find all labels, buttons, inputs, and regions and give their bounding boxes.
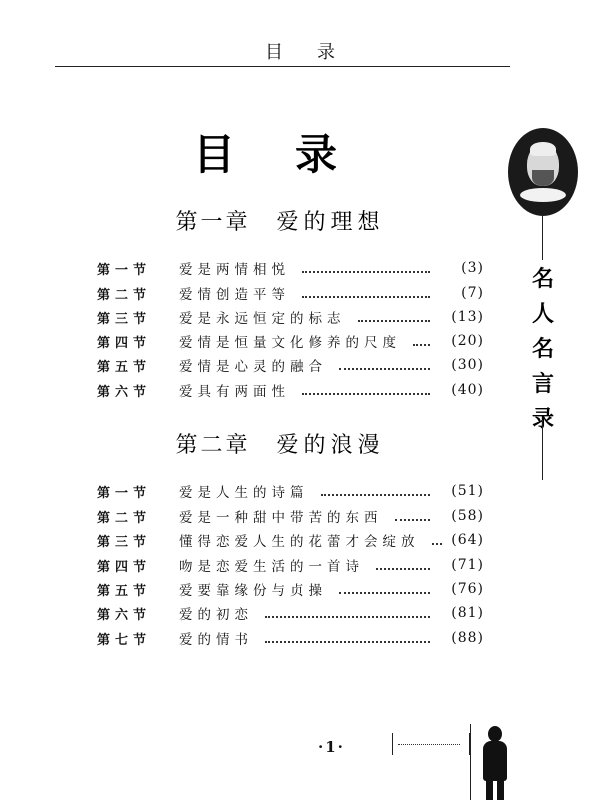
chapter-1-title (0, 205, 560, 236)
toc-leader-dots (432, 543, 442, 545)
toc-entry[interactable] (97, 553, 484, 577)
toc-leader-dots (265, 616, 430, 618)
toc-section-title: 爱情是恒量文化修养的尺度 (179, 335, 401, 351)
toc-section-label: 第一节 (97, 262, 152, 278)
portrait-illustration (508, 128, 578, 216)
toc-entry[interactable] (97, 479, 484, 503)
chapter-2-number: 第二章 (175, 433, 251, 458)
toc-section-title: 爱的初恋 (179, 607, 253, 623)
toc-page-number: (51) (451, 483, 484, 499)
toc-section-label: 第五节 (97, 359, 152, 375)
toc-page-number: (88) (451, 630, 484, 646)
toc-page-number: (7) (461, 285, 484, 301)
toc-section-title: 爱是永远恒定的标志 (179, 311, 346, 327)
toc-section-title: 爱的情书 (179, 632, 253, 648)
side-rule-bottom (542, 420, 543, 480)
toc-section-label: 第三节 (97, 311, 152, 327)
toc-section-label: 第一节 (97, 485, 152, 501)
toc-leader-dots (302, 296, 430, 298)
toc-section-label: 第四节 (97, 335, 152, 351)
toc-leader-dots (302, 393, 430, 395)
toc-page-number: (30) (451, 357, 484, 373)
toc-section-title: 爱具有两面性 (179, 384, 290, 400)
toc-page-number: (13) (451, 309, 484, 325)
toc-section-label: 第二节 (97, 510, 152, 526)
toc-section-title: 懂得恋爱人生的花蕾才会绽放 (179, 534, 420, 550)
header-rule (55, 66, 510, 67)
person-silhouette-icon (478, 724, 512, 800)
toc-entry[interactable] (97, 504, 484, 528)
toc-page-number: (64) (451, 532, 484, 548)
toc-section-label: 第四节 (97, 559, 152, 575)
toc-section-title: 爱要靠缘份与贞操 (179, 583, 327, 599)
chapter-2-title (0, 428, 560, 459)
toc-page-number: (81) (451, 605, 484, 621)
side-title-char: 名 (531, 267, 554, 292)
toc-section-label: 第二节 (97, 287, 152, 303)
page-title: 目录 (192, 130, 397, 179)
toc-section-label: 第七节 (97, 632, 152, 648)
toc-entry[interactable] (97, 281, 484, 305)
toc-page-number: (76) (451, 581, 484, 597)
side-title-char: 言 (531, 372, 554, 397)
toc-section-title: 爱是人生的诗篇 (179, 485, 309, 501)
toc-entry[interactable] (97, 626, 484, 650)
chapter-2-name: 爱的浪漫 (276, 433, 385, 458)
chapter-1-name: 爱的理想 (276, 210, 385, 235)
toc-leader-dots (302, 271, 430, 273)
chapter-1-number: 第一章 (175, 210, 251, 235)
toc-entry[interactable] (97, 353, 484, 377)
side-title-char: 名 (531, 337, 554, 362)
toc-entry[interactable] (97, 305, 484, 329)
toc-section-title: 爱情创造平等 (179, 287, 290, 303)
toc-section-label: 第六节 (97, 384, 152, 400)
footer-dotted-line (398, 744, 460, 745)
toc-leader-dots (376, 568, 430, 570)
page-number: ·1· (318, 738, 345, 756)
toc-leader-dots (358, 320, 431, 322)
toc-page-number: (40) (451, 382, 484, 398)
toc-section-title: 爱是一种甜中带苦的东西 (179, 510, 383, 526)
toc-leader-dots (413, 344, 430, 346)
side-title-char: 录 (531, 407, 554, 432)
toc-leader-dots (339, 368, 430, 370)
toc-section-label: 第六节 (97, 607, 152, 623)
toc-section-title: 爱是两情相悦 (179, 262, 290, 278)
toc-section-label: 第三节 (97, 534, 152, 550)
toc-section-title: 吻是恋爱生活的一首诗 (179, 559, 364, 575)
toc-entry[interactable] (97, 577, 484, 601)
toc-page-number: (58) (451, 508, 484, 524)
toc-entry[interactable] (97, 601, 484, 625)
footer-rule (470, 724, 471, 800)
toc-leader-dots (265, 641, 430, 643)
toc-section-label: 第五节 (97, 583, 152, 599)
toc-section-title: 爱情是心灵的融合 (179, 359, 327, 375)
side-title-char: 人 (531, 302, 554, 327)
toc-leader-dots (395, 519, 431, 521)
toc-entry[interactable] (97, 528, 484, 552)
toc-page-number: (3) (461, 260, 484, 276)
running-head: 目录 (265, 42, 369, 63)
toc-leader-dots (339, 592, 430, 594)
toc-entry[interactable] (97, 378, 484, 402)
toc-entry[interactable] (97, 256, 484, 280)
toc-entry[interactable] (97, 329, 484, 353)
toc-page-number: (71) (451, 557, 484, 573)
side-rule-top (542, 216, 543, 260)
toc-page-number: (20) (451, 333, 484, 349)
toc-leader-dots (321, 494, 431, 496)
side-series-title (528, 262, 558, 437)
